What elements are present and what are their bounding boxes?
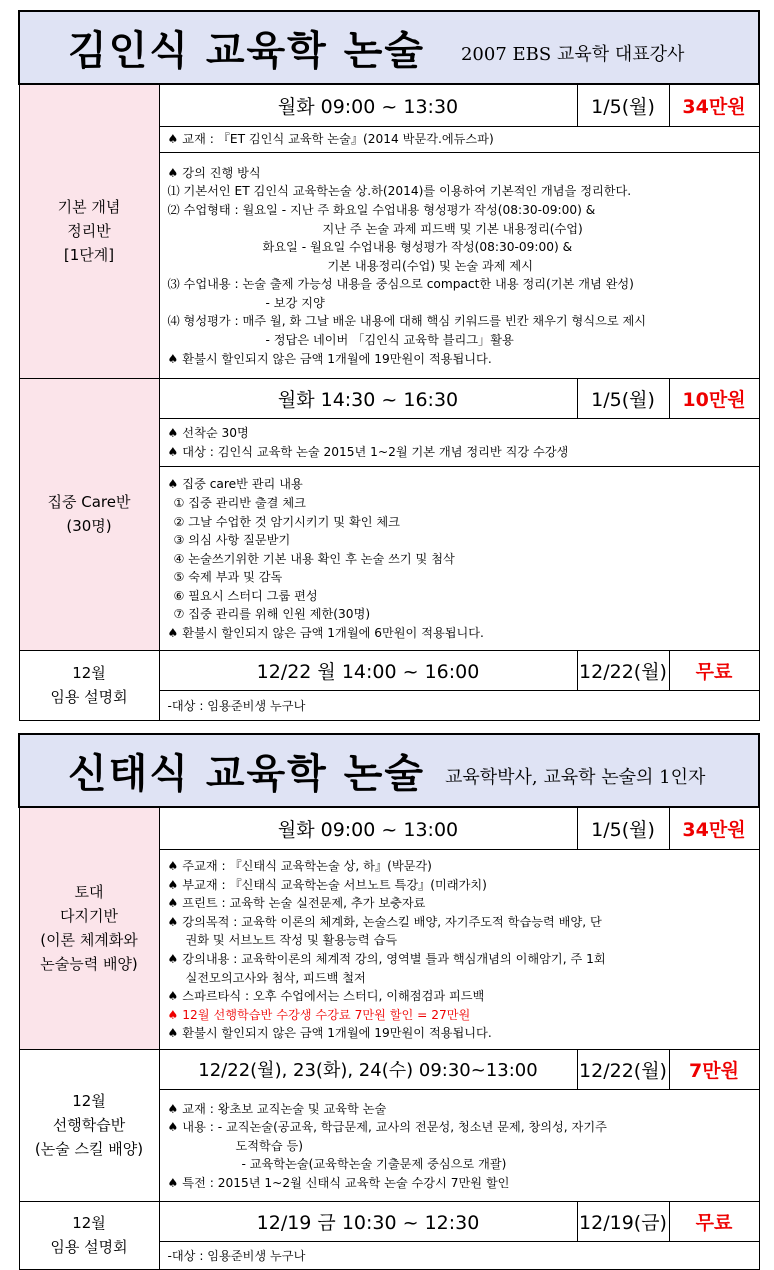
basic-date: 1/5(월) [577,84,669,126]
basic-price: 34만원 [669,84,759,126]
base-course-label [19,807,159,1049]
section1-header [19,11,759,84]
label-line: 토대 [74,883,104,902]
seminar1-price: 무료 [669,650,759,690]
advance-course-label [19,1049,159,1201]
detail-line: ♠ 강의내용 : 교육학이론의 체계적 강의, 영역별 틀과 핵심개념의 이해암기, 주 1회 [167,952,606,966]
detail-line: 실전모의고사와 첨삭, 피드백 철저 [185,970,366,985]
detail-line: ♠ 프린트 : 교육학 논술 실전문제, 추가 보충자료 [167,896,426,911]
section1-title: 김인식 교육학 논술 [68,28,425,74]
base-details [159,849,759,1049]
seminar2-label [19,1201,159,1269]
detail-line: ⑥ 필요시 스터디 그룹 편성 [173,588,318,603]
detail-line: - 보강 지양 [265,295,325,310]
detail-line: ♠ 내용 : - 교직논술(공교육, 학급문제, 교사의 전문성, 청소년 문제, 창의성, 자기주 [167,1120,607,1135]
detail-line: ♠ 집중 care반 관리 내용 [167,477,303,492]
seminar1-target: -대상 : 임용준비생 누구나 [159,690,759,720]
seminar2-target: -대상 : 임용준비생 누구나 [159,1241,759,1269]
label-line: (30명) [66,517,112,535]
label-line: 논술능력 배양) [40,955,138,974]
advance-time: 12/22(월), 23(화), 24(수) 09:30~13:00 [159,1049,577,1089]
detail-line: ♠ 환불시 할인되지 않은 금액 1개월에 19만원이 적용됩니다. [167,1026,492,1041]
label-line: 임용 설명회 [50,1238,128,1256]
basic-textbook: ♠ 교재 : 『ET 김인식 교육학 논술』(2014 박문각.에듀스파) [159,126,759,152]
advance-date: 12/22(월) [577,1049,669,1089]
label-line: 기본 개념 [57,198,121,217]
detail-line: 화요일 - 월요일 수업내용 형성평가 작성(08:30-09:00) & [262,240,573,255]
label-line: 12월 [72,1092,106,1110]
seminar1-time: 12/22 월 14:00 ~ 16:00 [159,650,577,690]
detail-line: ⑵ 수업형태 : 월요일 - 지난 주 화요일 수업내용 형성평가 작성(08:30-09:00) & [167,202,596,217]
label-line: 12월 [72,664,106,682]
label-line: 선행학습반 [52,1116,126,1134]
base-date: 1/5(월) [577,807,669,849]
detail-line: ④ 논술쓰기위한 기본 내용 확인 후 논술 쓰기 및 첨삭 [173,551,455,566]
label-line: [1단계] [63,246,115,265]
label-line: 임용 설명회 [50,688,128,706]
detail-line: ♠ 특전 : 2015년 1~2월 신태식 교육학 논술 수강시 7만원 할인 [167,1175,510,1190]
detail-line: ♠ 강의목적 : 교육학 이론의 체계화, 논술스킬 배양, 자기주도적 학습능력 배양, 단 [167,914,602,929]
care-date: 1/5(월) [577,378,669,418]
detail-line: ♠ 스파르타식 : 오후 수업에서는 스터디, 이해점검과 피드백 [167,989,485,1004]
base-price: 34만원 [669,807,759,849]
care-time: 월화 14:30 ~ 16:30 [159,378,577,418]
advance-price: 7만원 [669,1049,759,1089]
detail-line: ⑴ 기본서인 ET 김인식 교육학논술 상.하(2014)를 이용하여 기본적인 개념을 정리한다. [167,184,632,199]
detail-line: ♠ 12월 선행학습반 수강생 수강료 7만원 할인 = 27만원 [167,1007,471,1022]
detail-line: ③ 의심 사항 질문받기 [173,533,291,548]
section-shin [18,733,758,1270]
label-line: 집중 Care반 [47,493,131,511]
label-line: (이론 체계화와 [40,931,138,950]
basic-course-label [19,84,159,378]
section2-header [19,734,759,807]
label-line: 다지기반 [60,907,118,926]
label-line: (논술 스킬 배양) [34,1140,144,1158]
detail-line: 도적학습 등) [235,1138,303,1153]
info-line: ♠ 대상 : 김인식 교육학 논술 2015년 1~2월 기본 개념 정리반 직강 수강생 [167,445,569,459]
detail-line: 권화 및 서브노트 작성 및 활용능력 습득 [185,933,398,948]
section2-subtitle: 교육학박사, 교육학 논술의 1인자 [444,766,706,788]
detail-line: 기본 내용정리(수업) 및 논술 과제 제시 [327,258,533,273]
detail-line: ⑷ 형성평가 : 매주 월, 화 그날 배운 내용에 대해 핵심 키워드를 빈칸 채우기 형식으로 제시 [167,314,647,329]
section1-subtitle: 2007 EBS 교육학 대표강사 [460,43,685,65]
basic-time: 월화 09:00 ~ 13:30 [159,84,577,126]
detail-line: - 정답은 네이버 「김인식 교육학 블리그」활용 [265,333,514,348]
detail-line: ⑦ 집중 관리를 위해 인원 제한(30명) [173,607,371,622]
advance-details [159,1089,759,1201]
info-line: ♠ 선착순 30명 [167,426,249,441]
detail-line: ① 집중 관리반 출결 체크 [173,495,306,510]
section-kim [18,10,758,721]
detail-line: ⑤ 숙제 부과 및 감독 [173,570,283,585]
seminar1-label [19,650,159,720]
care-details [159,466,759,650]
basic-details [159,152,759,378]
seminar2-date: 12/19(금) [577,1201,669,1241]
label-line: 12월 [72,1214,106,1232]
care-info [159,418,759,466]
detail-line: - 교육학논술(교육학논술 기출문제 중심으로 개괄) [241,1157,507,1172]
detail-line: ♠ 환불시 할인되지 않은 금액 1개월에 6만원이 적용됩니다. [167,626,484,641]
seminar2-price: 무료 [669,1201,759,1241]
detail-line: ♠ 교재 : 왕초보 교직논술 및 교육학 논술 [167,1101,387,1116]
seminar2-time: 12/19 금 10:30 ~ 12:30 [159,1201,577,1241]
care-price: 10만원 [669,378,759,418]
detail-line: ♠ 주교재 : 『신태식 교육학논술 상, 하』(박문각) [167,859,432,874]
detail-line: ♠ 부교재 : 『신태식 교육학논술 서브노트 특강』(미래가치) [167,877,487,892]
label-line: 정리반 [67,222,111,241]
detail-line: ② 그날 수업한 것 암기시키기 및 확인 체크 [173,514,400,529]
detail-line: ♠ 강의 진행 방식 [167,165,261,180]
detail-line: ⑶ 수업내용 : 논술 출제 가능성 내용을 중심으로 compact한 내용 정리(기본 개념 완성) [167,277,634,292]
care-course-label [19,378,159,650]
detail-line: 지난 주 논술 과제 피드백 및 기본 내용정리(수업) [322,221,583,236]
base-time: 월화 09:00 ~ 13:00 [159,807,577,849]
seminar1-date: 12/22(월) [577,650,669,690]
section2-title: 신태식 교육학 논술 [68,751,425,797]
detail-line: ♠ 환불시 할인되지 않은 금액 1개월에 19만원이 적용됩니다. [167,351,492,366]
